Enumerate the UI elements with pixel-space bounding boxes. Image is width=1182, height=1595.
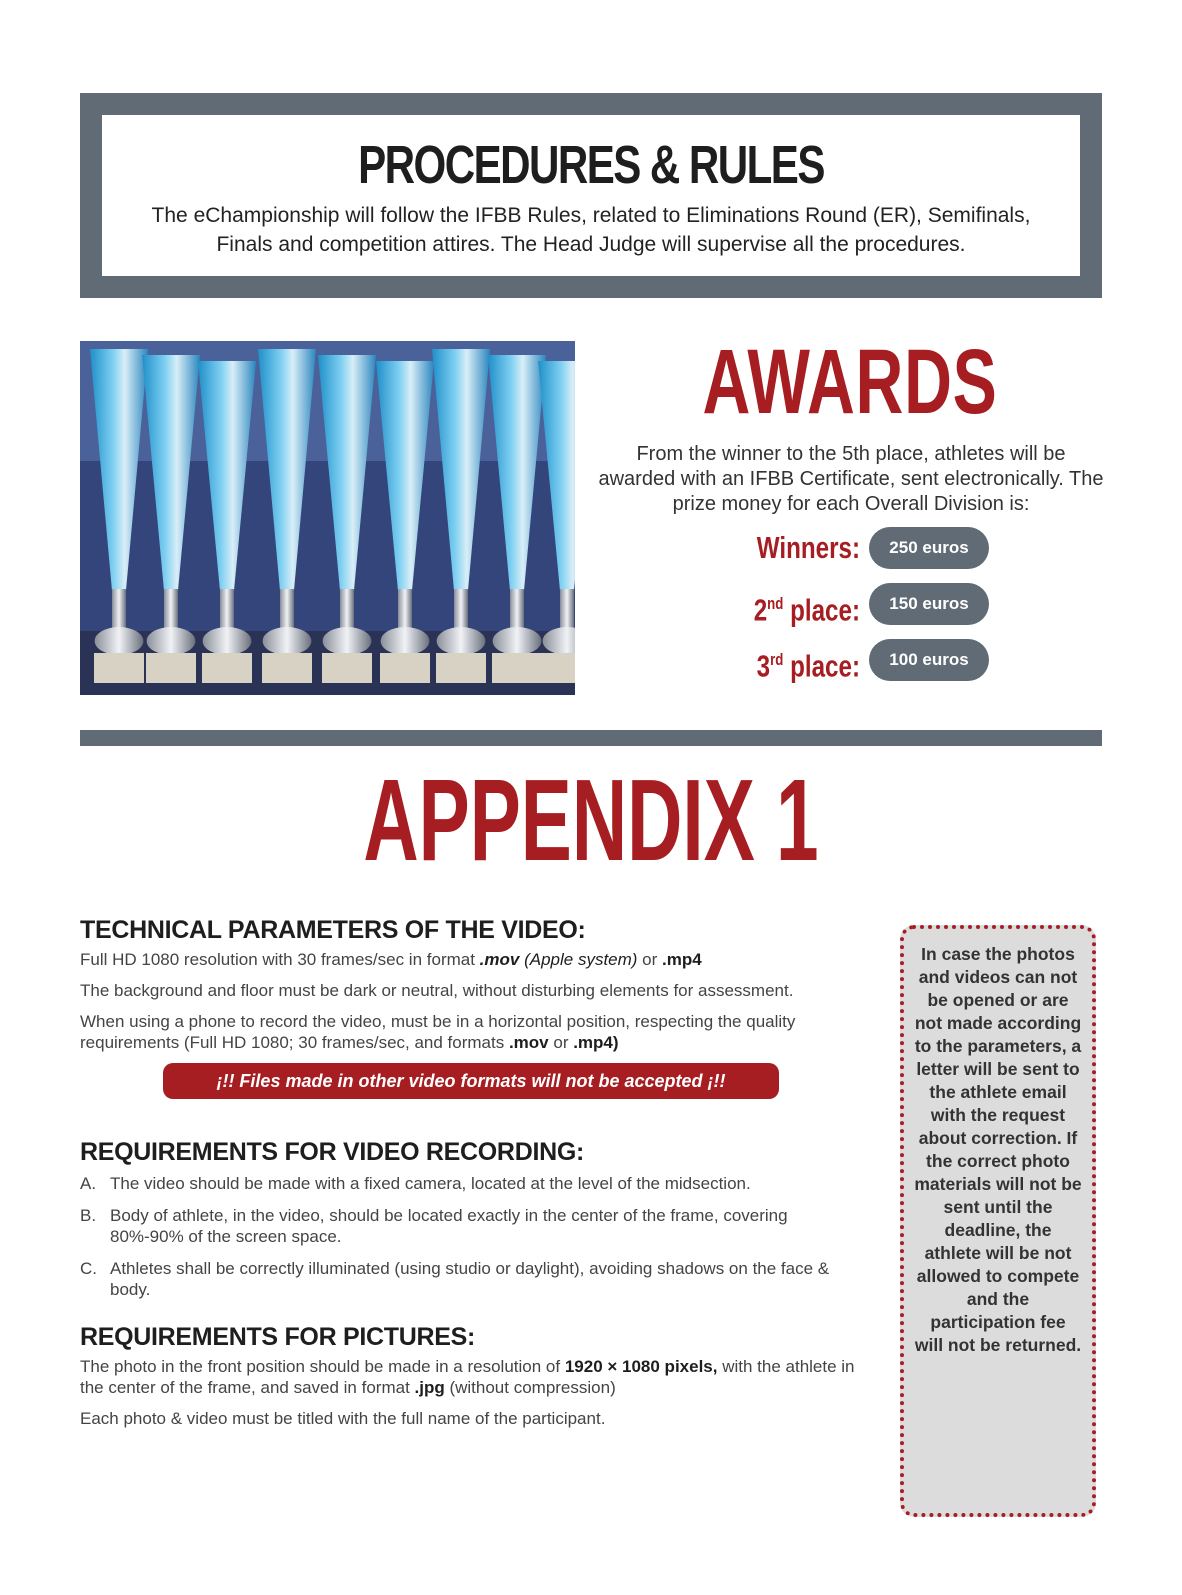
trophy-plinth	[492, 653, 542, 683]
format-warning-banner: ¡!! Files made in other video formats will not be accepted ¡!!	[163, 1063, 779, 1099]
list-item: B. Body of athlete, in the video, should be located exactly in the center of the frame, covering 80%-90% of the screen space.	[80, 1206, 788, 1246]
prize-row-winner	[700, 526, 1020, 570]
recording-heading: REQUIREMENTS FOR VIDEO RECORDING:	[80, 1138, 585, 1166]
appendix-content	[80, 915, 860, 1439]
pictures-resolution-text: The photo in the front position should be made in a resolution of 1920 × 1080 pixels, with the athlete in the center of the frame, and saved in format .jpg (without compression)	[80, 1357, 855, 1397]
list-item: A. The video should be made with a fixed camera, located at the level of the midsection.	[80, 1174, 751, 1193]
video-background-text: The background and floor must be dark or neutral, without disturbing elements for assessment.	[80, 981, 794, 1000]
pictures-heading: REQUIREMENTS FOR PICTURES:	[80, 1323, 475, 1351]
video-format-text: Full HD 1080 resolution with 30 frames/sec in format .mov (Apple system) or .mp4	[80, 950, 702, 969]
trophy-stem	[220, 589, 234, 629]
trophy-base	[323, 627, 372, 655]
trophy-base	[263, 627, 312, 655]
trophy-stem	[164, 589, 178, 629]
video-phone-text: When using a phone to record the video, must be in a horizontal position, respecting the quality requirements (Full HD 1080; 30 frames/sec, and formats .mov or .mp4)	[80, 1012, 796, 1052]
trophy-stem	[112, 589, 126, 629]
trophy-base	[95, 627, 144, 655]
trophy-plinth	[322, 653, 372, 683]
trophy-plinth	[380, 653, 430, 683]
prize-amount-second: 150 euros	[869, 583, 989, 625]
section-divider	[80, 730, 1102, 746]
trophy-stem	[510, 589, 524, 629]
video-heading: TECHNICAL PARAMETERS OF THE VIDEO:	[80, 916, 586, 944]
pictures-title-text: Each photo & video must be titled with the full name of the participant.	[80, 1409, 606, 1428]
trophy-stem	[398, 589, 412, 629]
prize-label-winner: Winners:	[756, 530, 860, 565]
trophies-photo	[80, 341, 575, 695]
awards-title: AWARDS	[702, 331, 998, 433]
procedures-text: The eChampionship will follow the IFBB Rules, related to Eliminations Round (ER), Semifinals, Finals and competition attires. The Head Judge will supervise all the procedures.	[151, 204, 1031, 256]
procedures-box	[102, 115, 1080, 276]
procedures-frame	[80, 93, 1102, 298]
appendix-title: APPENDIX 1	[363, 755, 819, 885]
procedures-title: PROCEDURES & RULES	[358, 135, 824, 195]
trophy-plinth	[542, 653, 575, 683]
trophy-base	[493, 627, 542, 655]
recording-list	[80, 1173, 860, 1300]
trophy-stem	[454, 589, 468, 629]
prize-amount-third: 100 euros	[869, 639, 989, 681]
trophy-base	[147, 627, 196, 655]
trophy-base	[203, 627, 252, 655]
trophy-plinth	[146, 653, 196, 683]
trophy-stem	[560, 589, 574, 629]
trophy-plinth	[436, 653, 486, 683]
prize-label-second: 2nd place:	[753, 592, 860, 628]
trophy-stem	[280, 589, 294, 629]
trophy-base	[437, 627, 486, 655]
prize-row-third	[700, 638, 1020, 682]
prize-amount-winner: 250 euros	[869, 527, 989, 569]
rejection-note: In case the photos and videos can not be opened or are not made according to the parameters, a letter will be sent to the athlete email with the request about correction. If the correct photo materials will not be sent until the deadline, the athlete will be not allowed to compete and the participation fee will not be returned.	[900, 925, 1096, 1517]
trophy-stem	[340, 589, 354, 629]
trophy-base	[381, 627, 430, 655]
awards-text: From the winner to the 5th place, athletes will be awarded with an IFBB Certificate, sent electronically. The prize money for each Overall Division is:	[598, 443, 1104, 515]
list-item: C. Athletes shall be correctly illuminated (using studio or daylight), avoiding shadows on the face & body.	[80, 1259, 830, 1299]
trophy-plinth	[262, 653, 312, 683]
prize-label-third: 3rd place:	[756, 648, 860, 684]
prize-row-second	[700, 582, 1020, 626]
trophy-plinth	[202, 653, 252, 683]
trophy-plinth	[94, 653, 144, 683]
